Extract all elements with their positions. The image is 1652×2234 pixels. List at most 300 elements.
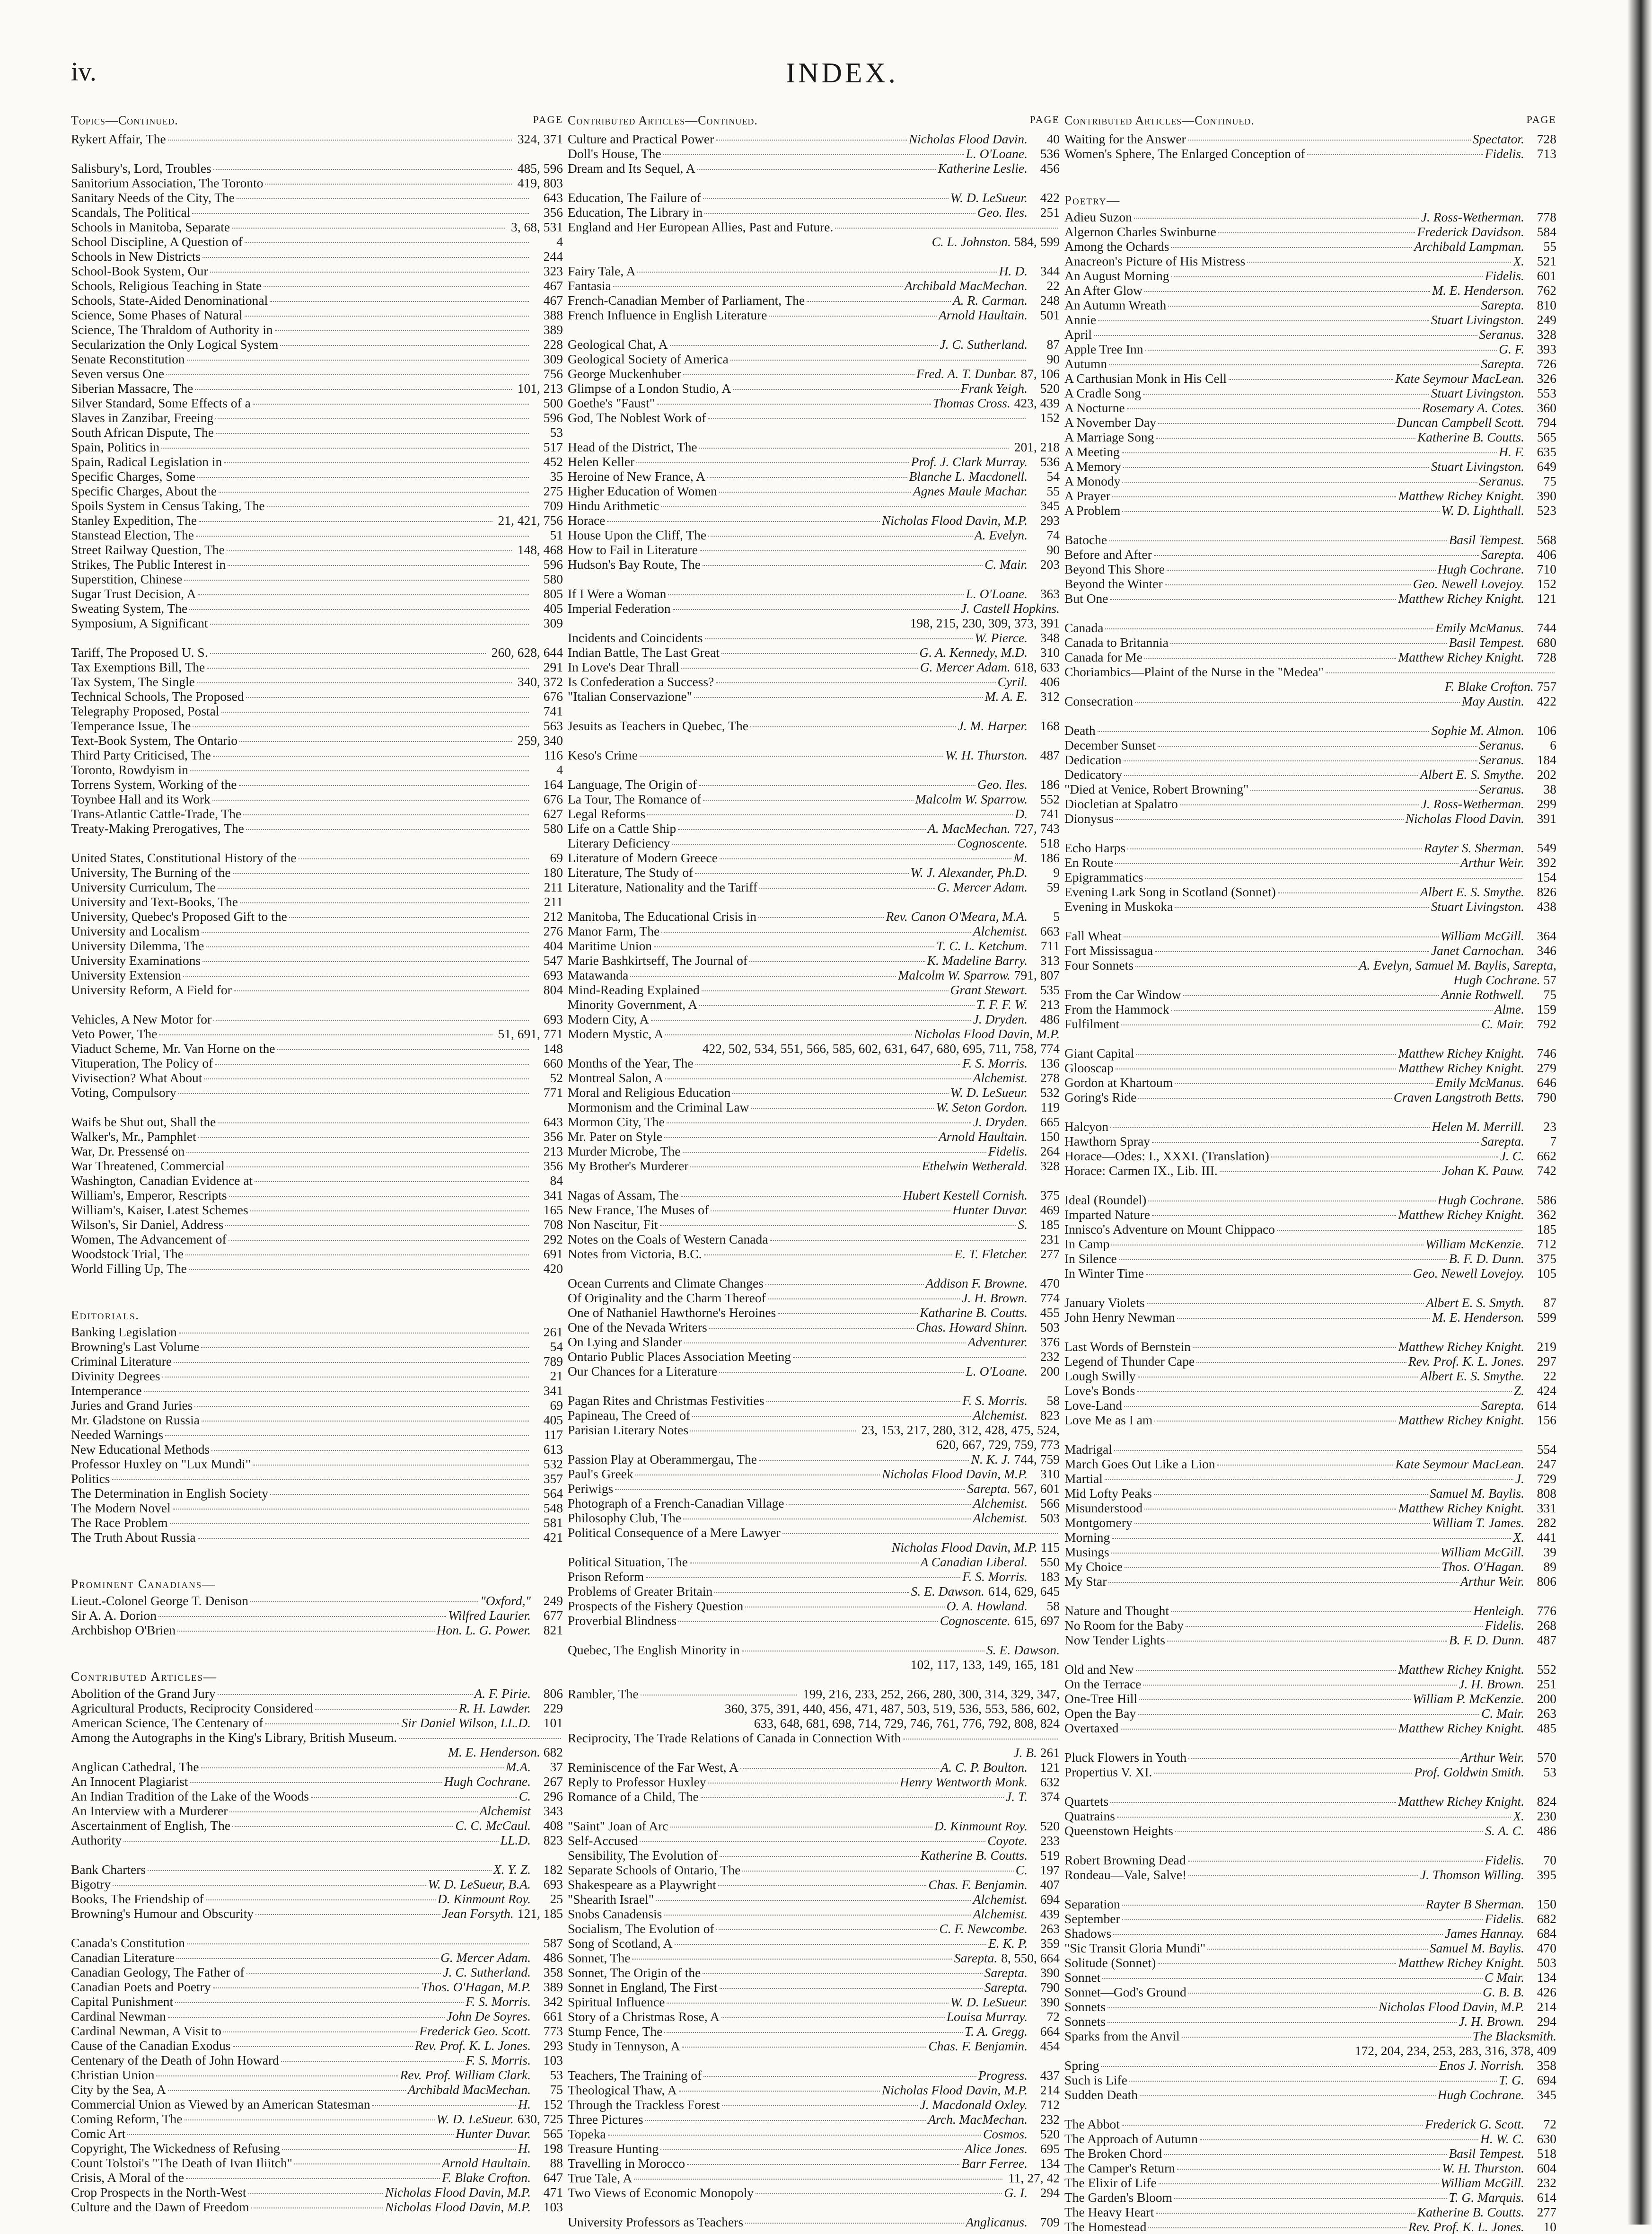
entry-pages: 156 <box>1537 1413 1556 1427</box>
entry-pages: 390 <box>1040 1995 1060 2009</box>
entry-author: Stuart Livingston. <box>1431 899 1524 914</box>
entry-pages: 632 <box>1040 1775 1060 1789</box>
leader-dots <box>607 521 880 522</box>
index-entry <box>71 498 563 513</box>
entry-title: Madrigal <box>1064 1442 1112 1457</box>
leader-dots <box>148 1870 492 1871</box>
entry-title: Misunderstood <box>1064 1501 1142 1515</box>
leader-dots <box>1218 232 1415 233</box>
entry-title: Problems of Greater Britain <box>568 1584 713 1598</box>
entry-pages: 229 <box>543 1701 563 1715</box>
entry-pages: 154 <box>1537 870 1556 884</box>
leader-dots <box>1122 1905 1424 1906</box>
entry-pages: 804 <box>543 982 563 997</box>
entry-title: World Filling Up, The <box>71 1261 187 1276</box>
entry-author: J. C. Sutherland. <box>940 337 1028 352</box>
index-entry <box>1064 1090 1556 1104</box>
leader-dots <box>679 2091 880 2092</box>
entry-title: Canada's Constitution <box>71 1935 185 1950</box>
index-entry <box>71 1041 563 1056</box>
entry-pages: 54 <box>1046 469 1060 484</box>
entry-pages: 211 <box>544 894 563 909</box>
entry-pages: 389 <box>543 1979 563 1994</box>
index-entry <box>568 1863 1060 1877</box>
entry-pages: 485 <box>1537 1721 1556 1735</box>
leader-dots <box>213 756 529 757</box>
entry-author: Seranus. <box>1479 327 1524 342</box>
entry-pages: 774 <box>1040 1290 1060 1305</box>
entry-pages: 213 <box>543 1144 563 1158</box>
entry-author: Cyril. <box>997 674 1028 689</box>
entry-pages: 57 <box>1543 972 1556 987</box>
entry-author: Anglicanus. <box>966 2215 1028 2229</box>
index-entry <box>568 938 1060 953</box>
index-entry <box>568 1951 1060 1965</box>
spacer <box>1064 176 1556 190</box>
spacer <box>71 836 563 850</box>
spacer <box>1064 1779 1556 1794</box>
page-number: iv. <box>71 57 97 87</box>
entry-author: R. H. Lawder. <box>458 1701 531 1715</box>
entry-pages: 808 <box>1537 1486 1556 1501</box>
spacer <box>71 1276 563 1290</box>
index-entry <box>71 1202 563 1217</box>
index-entry <box>1064 1002 1556 1016</box>
index-entry <box>71 1950 563 1965</box>
index-entry <box>568 1995 1060 2009</box>
leader-dots <box>1188 1758 1459 1759</box>
index-column-1 <box>71 114 563 2214</box>
entry-pages: 184 <box>1537 752 1556 767</box>
entry-pages: 164 <box>543 777 563 792</box>
entry-title: Hindu Arithmetic <box>568 498 659 513</box>
entry-title: Technical Schools, The Proposed <box>71 689 244 704</box>
index-entry <box>71 777 563 792</box>
spacer <box>1064 1735 1556 1750</box>
index-entry <box>568 1760 1060 1775</box>
entry-title: Senate Reconstitution <box>71 352 185 366</box>
entry-title: A Memory <box>1064 459 1121 474</box>
index-entry <box>71 953 563 968</box>
entry-title: Apple Tree Inn <box>1064 342 1143 356</box>
entry-author: Prof. Goldwin Smith. <box>1414 1765 1524 1779</box>
entry-pages: 664 <box>1040 2024 1060 2039</box>
leader-dots <box>630 976 896 977</box>
index-entry <box>1064 1750 1556 1765</box>
entry-author: F. S. Morris. <box>466 1994 531 2009</box>
entry-pages: 103 <box>543 2053 563 2067</box>
entry-pages: 549 <box>1537 840 1556 855</box>
entry-title: Cardinal Newman <box>71 2009 166 2023</box>
spacer <box>71 1290 563 1305</box>
index-entry <box>71 1217 563 1232</box>
leader-dots <box>702 990 949 991</box>
entry-pages: 55 <box>1543 239 1556 254</box>
entry-title: Toynbee Hall and its Work <box>71 792 211 806</box>
index-entry <box>568 366 1060 381</box>
entry-title: Sanitorium Association, The Toronto <box>71 176 264 190</box>
index-entry <box>1064 782 1556 796</box>
entry-pages: 203 <box>1040 557 1060 572</box>
entry-title: Legend of Thunder Cape <box>1064 1354 1195 1369</box>
entry-title: April <box>1064 327 1092 342</box>
entry-title: Political Situation, The <box>568 1554 688 1569</box>
entry-title: "Saint" Joan of Arc <box>568 1819 668 1833</box>
entry-pages: 614 <box>1537 1398 1556 1413</box>
entry-pages: 789 <box>543 1354 563 1369</box>
entry-pages: 75 <box>1543 474 1556 488</box>
leader-dots <box>189 609 529 610</box>
entry-pages: 452 <box>543 454 563 469</box>
entry-continuation <box>568 1716 1060 1731</box>
entry-title: Cardinal Newman, A Visit to <box>71 2023 221 2038</box>
leader-dots <box>1129 2081 1497 2082</box>
leader-dots <box>1207 1949 1428 1950</box>
entry-author: Kate Seymour MacLean. <box>1395 1457 1524 1471</box>
leader-dots <box>1121 1729 1397 1730</box>
leader-dots <box>229 1196 529 1197</box>
entry-author: Sarepta. <box>1481 298 1524 312</box>
entry-title: Anacreon's Picture of His Mistress <box>1064 254 1246 268</box>
entry-title: If I Were a Woman <box>568 586 667 601</box>
entry-author: Grant Stewart. <box>950 982 1028 997</box>
entry-title: Quartets <box>1064 1794 1109 1809</box>
entry-title: But One <box>1064 591 1108 606</box>
entry-author: Thos. O'Hagan. <box>1441 1559 1524 1574</box>
index-entry <box>1064 1163 1556 1178</box>
entry-pages: 615, 697 <box>1014 1613 1060 1628</box>
entry-title: Divinity Degrees <box>71 1369 160 1383</box>
entry-title: Last Words of Bernstein <box>1064 1339 1191 1354</box>
leader-dots <box>694 697 983 698</box>
entry-title: Tariff, The Proposed U. S. <box>71 645 208 660</box>
entry-title: Literature, Nationality and the Tariff <box>568 880 758 894</box>
entry-title: A Marriage Song <box>1064 430 1154 444</box>
index-entry <box>71 1354 563 1369</box>
entry-title: Topeka <box>568 2127 606 2141</box>
entry-title: Shakespeare as a Playwright <box>568 1877 716 1892</box>
index-entry <box>71 1173 563 1188</box>
entry-title: Mind-Reading Explained <box>568 982 700 997</box>
entry-title: Imparted Nature <box>1064 1207 1150 1222</box>
leader-dots <box>245 316 529 317</box>
entry-title: Canadian Literature <box>71 1950 175 1965</box>
entry-pages: 742 <box>1537 1163 1556 1178</box>
entry-author: Nicholas Flood Davin. <box>1405 811 1524 826</box>
entry-title: Canada to Britannia <box>1064 635 1169 650</box>
entry-author: Duncan Campbell Scott. <box>1397 415 1524 430</box>
entry-pages: 356 <box>543 205 563 220</box>
entry-title: A Carthusian Monk in His Cell <box>1064 371 1227 386</box>
spacer <box>71 1847 563 1862</box>
leader-dots <box>229 1811 477 1812</box>
entry-title: My Star <box>1064 1574 1107 1589</box>
entry-author: Hugh Cochrane. <box>1437 1192 1524 1207</box>
entry-continuation <box>568 1437 1060 1452</box>
entry-author: W. Seton Gordon. <box>936 1100 1028 1114</box>
leader-dots <box>1247 262 1511 263</box>
entry-pages: 69 <box>550 1398 563 1413</box>
entry-title: University Dilemma, The <box>71 938 204 953</box>
entry-pages: 423, 439 <box>1014 396 1060 410</box>
index-entry <box>1064 1794 1556 1809</box>
entry-pages: 677 <box>543 1608 563 1623</box>
entry-title: Toronto, Rowdyism in <box>71 762 188 777</box>
entry-title: Montgomery <box>1064 1515 1133 1530</box>
entry-title: New France, The Muses of <box>568 1202 709 1217</box>
index-entry <box>568 146 1060 161</box>
entry-title: Street Railway Question, The <box>71 542 225 557</box>
entry-title: Ascertainment of English, The <box>71 1818 231 1833</box>
entry-author: Thos. O'Hagan, M.P. <box>421 1979 531 1994</box>
entry-author: D. Kinmount Roy. <box>934 1819 1028 1833</box>
leader-dots <box>289 917 529 918</box>
index-entry <box>1064 1266 1556 1280</box>
entry-title: Spain, Politics in <box>71 440 160 454</box>
index-entry <box>568 674 1060 689</box>
leader-dots <box>719 492 911 493</box>
index-entry <box>1064 312 1556 327</box>
entry-pages: 532 <box>1040 1085 1060 1100</box>
index-entry <box>71 865 563 880</box>
entry-pages: 359 <box>1040 1936 1060 1951</box>
entry-title: Dream and Its Sequel, A <box>568 161 695 176</box>
leader-dots <box>636 462 909 463</box>
entry-pages: 198 <box>543 2141 563 2155</box>
spacer <box>1064 1647 1556 1662</box>
leader-dots <box>749 961 925 962</box>
entry-author: M. E. Henderson. <box>1432 283 1524 298</box>
leader-dots <box>690 1166 920 1167</box>
entry-title: Pluck Flowers in Youth <box>1064 1750 1187 1765</box>
entry-author: L. O'Loane. <box>966 1364 1028 1378</box>
entry-pages: 293 <box>1040 513 1060 528</box>
leader-dots <box>1146 1274 1411 1275</box>
entry-title: Stump Fence, The <box>568 2024 663 2039</box>
leader-dots <box>1175 907 1429 908</box>
leader-dots <box>708 418 1026 419</box>
entry-author: Addison F. Browne. <box>925 1276 1028 1290</box>
index-entry <box>71 322 563 337</box>
spacer <box>568 1672 1060 1687</box>
index-entry <box>71 1261 563 1276</box>
entry-pages: 6 <box>1550 738 1556 752</box>
entry-author: G. Mercer Adam. <box>920 660 1011 674</box>
leader-dots <box>1196 1362 1406 1363</box>
leader-dots <box>721 2017 945 2018</box>
entry-pages: 364 <box>1537 928 1556 943</box>
index-entry <box>568 1408 1060 1422</box>
entry-author: Fred. A. T. Dunbar. <box>916 366 1017 381</box>
entry-pages: 23 <box>1543 1119 1556 1134</box>
index-entry <box>1064 1134 1556 1148</box>
entry-pages: 70 <box>1543 1853 1556 1867</box>
leader-dots <box>1193 1347 1397 1348</box>
leader-dots <box>657 404 931 405</box>
entry-pages: 404 <box>543 938 563 953</box>
entry-pages: 646 <box>1537 1075 1556 1090</box>
entry-pages: 708 <box>543 1217 563 1232</box>
entry-pages: 790 <box>1040 1980 1060 1995</box>
entry-title: Authority <box>71 1833 122 1847</box>
entry-pages: 263 <box>1040 1921 1060 1936</box>
entry-pages: 613 <box>543 1442 563 1457</box>
index-entry <box>568 469 1060 484</box>
leader-dots <box>245 242 529 243</box>
leader-dots <box>1183 995 1440 996</box>
index-entry <box>568 2127 1060 2141</box>
entry-title: Nagas of Assam, The <box>568 1188 679 1202</box>
entry-author: Albert E. S. Smythe. <box>1420 767 1524 782</box>
index-entry <box>568 1731 1060 1745</box>
entry-author: J. Thomson Willing. <box>1420 1867 1524 1882</box>
entry-pages: 152 <box>1040 410 1060 425</box>
leader-dots <box>270 301 529 302</box>
leader-dots <box>282 2149 517 2150</box>
index-entry <box>1064 1721 1556 1735</box>
index-entry <box>1064 283 1556 298</box>
index-entry <box>568 410 1060 425</box>
leader-dots <box>1144 1509 1396 1510</box>
entry-author: M.A. <box>505 1759 531 1774</box>
leader-dots <box>218 1694 473 1695</box>
entry-title: Sudden Death <box>1064 2087 1138 2102</box>
entry-title: Sugar Trust Decision, A <box>71 586 196 601</box>
entry-title: Incidents and Coincidents <box>568 630 703 645</box>
entry-title: Love Me as I am <box>1064 1413 1153 1427</box>
entry-pages: 470 <box>1537 1941 1556 1955</box>
entry-pages: 584 <box>1537 224 1556 239</box>
entry-pages: 25 <box>550 1891 563 1906</box>
entry-pages: 630 <box>1537 2131 1556 2146</box>
index-entry <box>568 528 1060 542</box>
index-entry <box>1064 371 1556 386</box>
entry-author: J. H. Brown. <box>1459 1677 1524 1691</box>
entry-pages: 251 <box>1040 205 1060 220</box>
entry-pages: 211 <box>544 880 563 894</box>
entry-author: Stuart Livingston. <box>1431 459 1524 474</box>
entry-pages: 230 <box>1537 1809 1556 1823</box>
entry-title: Echo Harps <box>1064 840 1126 855</box>
index-entry <box>568 2185 1060 2200</box>
leader-dots <box>721 653 917 654</box>
entry-title: Walker's, Mr., Pamphlet <box>71 1129 196 1144</box>
entry-title: Socialism, The Evolution of <box>568 1921 714 1936</box>
index-entry <box>1064 2146 1556 2161</box>
entry-author: Sarepta. <box>967 1481 1011 1496</box>
leader-dots <box>700 550 1026 551</box>
entry-title: Horace: Carmen IX., Lib. III. <box>1064 1163 1218 1178</box>
index-entry <box>568 1965 1060 1980</box>
leader-dots <box>212 800 529 801</box>
leader-dots <box>1136 1670 1397 1671</box>
index-entry <box>1064 884 1556 899</box>
index-entry <box>71 1427 563 1442</box>
entry-author: Prof. J. Clark Murray. <box>911 454 1028 469</box>
index-entry <box>1064 635 1556 650</box>
entry-author: J. Dryden. <box>973 1114 1028 1129</box>
entry-pages: 746 <box>1537 1046 1556 1060</box>
leader-dots <box>1158 423 1395 424</box>
leader-dots <box>206 946 529 947</box>
leader-dots <box>1105 628 1433 629</box>
entry-pages: 21, 421, 756 <box>498 513 563 528</box>
leader-dots <box>204 1078 529 1079</box>
entry-pages: 486 <box>543 1950 563 1965</box>
index-entry <box>71 1114 563 1129</box>
leader-dots <box>720 858 1011 859</box>
leader-dots <box>1148 2227 1406 2228</box>
entry-author: M. E. Henderson. <box>448 1745 540 1759</box>
index-entry <box>568 1320 1060 1334</box>
entry-pages: 363 <box>1040 586 1060 601</box>
entry-pages: 121, 185 <box>517 1906 563 1921</box>
leader-dots <box>690 1430 856 1431</box>
leader-dots <box>1116 1068 1397 1069</box>
entry-pages: 259, 340 <box>517 733 563 748</box>
column-header-label: Contributed Articles—Continued. <box>1064 114 1255 127</box>
entry-pages: 116 <box>544 748 563 762</box>
entry-title: Choriambics—Plaint of the Nurse in the "Medea" <box>1064 664 1324 679</box>
entry-title: University, Quebec's Proposed Gift to the <box>71 909 287 924</box>
entry-pages: 251 <box>1537 1677 1556 1691</box>
entry-author: Progress. <box>978 2068 1028 2083</box>
entry-author: H. <box>518 2097 531 2111</box>
index-entry <box>568 1642 1060 1657</box>
leader-dots <box>719 1372 964 1373</box>
entry-title: The Heavy Heart <box>1064 2205 1154 2219</box>
entry-author: Annie Rothwell. <box>1441 987 1524 1002</box>
entry-pages: 709 <box>543 498 563 513</box>
entry-author: Frederick G. Scott. <box>1425 2117 1524 2131</box>
spacer <box>71 1637 563 1652</box>
entry-pages: 261 <box>543 1325 563 1339</box>
entry-author: Katherine B. Coutts. <box>1417 2205 1524 2219</box>
entry-author: Alchemist <box>479 1803 531 1818</box>
index-entry <box>71 484 563 498</box>
entry-pages: 660 <box>543 1056 563 1070</box>
entry-title: Separation <box>1064 1897 1120 1911</box>
entry-pages: 694 <box>1537 2073 1556 2087</box>
leader-dots <box>656 1900 971 1901</box>
leader-dots <box>664 2032 962 2033</box>
entry-title: Commercial Union as Viewed by an American Statesman <box>71 2097 370 2111</box>
entry-pages: 426 <box>1537 1985 1556 1999</box>
entry-author: K. Madeline Barry. <box>927 953 1028 968</box>
entry-title: Salisbury's, Lord, Troubles <box>71 161 211 176</box>
leader-dots <box>223 2031 417 2032</box>
index-entry <box>71 410 563 425</box>
entry-pages: 343 <box>543 1803 563 1818</box>
entry-author: C. C. McCaul. <box>455 1818 531 1833</box>
entry-pages: 791, 807 <box>1014 968 1060 982</box>
leader-dots <box>1110 599 1396 600</box>
index-entry <box>71 234 563 249</box>
entry-pages: 277 <box>1537 2205 1556 2219</box>
entry-author: Seranus. <box>1479 782 1524 796</box>
entry-pages: 676 <box>543 689 563 704</box>
entry-author: Arnold Haultain. <box>442 2155 531 2170</box>
index-entry <box>568 1188 1060 1202</box>
index-entry <box>1064 840 1556 855</box>
entry-title: University and Localism <box>71 924 200 938</box>
entry-title: Sonnet in England, The First <box>568 1980 718 1995</box>
entry-title: Culture and the Dawn of Freedom <box>71 2199 249 2214</box>
entry-pages: 346 <box>1537 943 1556 958</box>
entry-title: Stanley Expedition, The <box>71 513 197 528</box>
entry-pages: 710 <box>1537 562 1556 576</box>
entry-author: Katherine Leslie. <box>938 161 1028 176</box>
